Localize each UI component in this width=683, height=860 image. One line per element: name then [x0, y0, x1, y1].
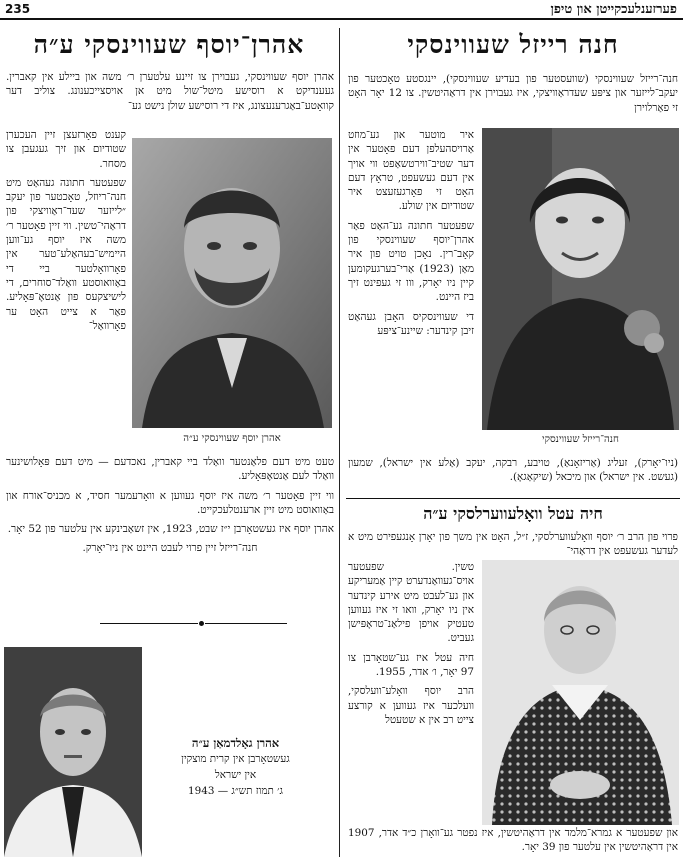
ornament-rule-left — [100, 623, 198, 624]
right-intro-paragraph: חנה־רייזל שעווינסקי (שוועסטער פון בעדיע שעווינסקי), יינגסטע טאָכטער פון יעקב־לייזער און ציפּע שעדראַוויצקי, איז געבוירן אין דראַהיטשין. צו 12 יאָר האָט זי פאַרלוירן — [348, 73, 678, 114]
right-article-children — [348, 456, 678, 490]
portrait-goldman-image — [4, 647, 142, 857]
children-paragraph: (ניו־יאָרק), זעליג (אַריזאָנאַ), טויבע, רבקה, יעקב (אַלע אין ישראל), שמעון (געשט. אין ישראל) און מיכאל (שיקאַגאָ). — [348, 457, 678, 484]
column-divider — [339, 28, 340, 857]
section-rule — [346, 498, 680, 499]
right-article-column — [348, 128, 474, 343]
memorial-line: געשטאָרבן אין קרית מוצקין — [181, 753, 290, 765]
right-column-paragraph: איר מוטער און גע־מוזט אַרויסהעלפן דעם פאָטער אין דער שטיב־ווירטשאַפט ווי אויך אין דעם געשעפט, טראָץ דעם האָט זי פאָרגעזעצט איר שטודיום אין שולע. — [348, 129, 474, 213]
left-column-paragraph: קענט פאָרזעצן זיין העכערן שטודיום און זיך געגעבן צו מסחר. — [6, 129, 126, 170]
left-article-continuation — [6, 455, 334, 561]
lower-column-paragraph: הרב יוסף וואָלע־וועלסקי, וועלכער איז געווען א קורצע צייט רב אין א שטעטל — [348, 685, 474, 726]
lower-portrait-photo — [482, 560, 679, 825]
lower-intro-paragraph: פרוי פון הרב ר׳ יוסף וואָלעווערלסקי, ז״ל, האָט אין משך פון יאָרן אָנגעפירט מיט א לעדער געשעפט אין דראַהי־ — [348, 531, 678, 558]
portrait-elderly-woman-image — [482, 560, 679, 825]
ornament-dot — [199, 621, 204, 626]
ornament-rule-right — [205, 623, 287, 624]
right-portrait-photo — [482, 128, 679, 430]
right-article-title: חנה רייזל שעווינסקי — [407, 30, 619, 59]
right-column-paragraph: די שעווינסקיס האָבן געהאַט זיבן קינדער: שיינע־ציפּע — [348, 310, 474, 337]
lower-article-intro — [348, 530, 678, 564]
memorial-portrait-photo — [4, 647, 142, 857]
memorial-line: אין ישראל — [214, 769, 257, 781]
header-rule — [0, 18, 683, 20]
left-article-title: אהרן־יוסף שעווינסקי ע״ה — [33, 30, 305, 59]
right-photo-caption: חנה־רייזל שעווינסקי — [542, 434, 619, 445]
portrait-man-image — [132, 138, 332, 428]
memorial-date: ג׳ תמוז תש״ג — 1943 — [187, 785, 283, 797]
left-cont-paragraph: אהרן יוסף איז געשטאָרבן י״ז שבט, 1923, אין זשאַבינקע אין עלטער פון 52 יאָר. — [7, 523, 334, 536]
left-portrait-photo — [132, 138, 332, 428]
running-title: פערזענלעכקייטן און טיפן — [550, 2, 677, 17]
left-column-paragraph: שפעטער חתונה געהאַט מיט חנה־ריוזל, טאָכטער פון יעקב ״לייזער שעד־ראַוויצקי פון דראַהי־טשין. ווי זיין פאָטער ר׳ משה איז יוסף גע־ווען היימיש־בעהאַלע־טער אין פאָרוואָלטער ביי די באַוואוסטע וואַלד־סוחרים, די לישיצקעס פון אַנטאָ־פּאָליע. פאַר א צייט האָט ער פאָרוואַל־ — [5, 176, 126, 332]
left-intro-paragraph: אהרן יוסף שעווינסקי, געבוירן צו זיינע עלטערן ר׳ משה און ביילע אין קאברין. געענדיקט א רוסישע מיטל־שול מיט אן אויסצייכענונג. צוליב דער קוואָטע־באַגרענעצונג, איז די רוסישע שולן נישט גע־ — [6, 71, 334, 112]
lower-article-title: חיה עטל וואָלעווערלסקי ע״ה — [423, 504, 603, 523]
right-column-paragraph: שפעטער חתונה גע־האַט פאַר אהרן־יוסף שעווינסקי פון קאָב־רין. נאָכן טויט פון איר מאַן (1923) אַרי־בערגעקומען קיין ניו יאָרק, ווו זי געפינט זיך ביז היינט. — [348, 219, 474, 304]
lower-article-column — [348, 560, 474, 732]
left-cont-paragraph: טעט מיט דעם פלאַנטער וואַלד ביי קאברין, נאכדעם — מיט דעם פּאָלושינער וואַלד לעם אַנטאָפּאָליע. — [6, 456, 334, 483]
lower-column-paragraph: טשין. שפעטער אויס־געוואַנדערט קיין אַמעריקע און גע־לעבט מיט אירע קינדער אין ניו יאָרק, וואו זי איז געווען טעטיק אויפן פילאַנ־טראָפּישן געביט. — [348, 561, 474, 645]
left-article-column — [6, 128, 126, 338]
lower-closing-paragraph: און שפעטער א גמרא־מלמד אין דראַהיטשין, איז נפטר גע־וואָרן כ״ד אדר, 1907 אין דראַהיטשין אין עלטער פון 39 יאָר. — [348, 827, 678, 854]
lower-article-closing — [348, 826, 678, 860]
left-cont-paragraph: חנה־רייזל זיין פרוי לעבט היינט אין ניו־יאָרק. — [82, 542, 258, 555]
page-number: 235 — [5, 2, 31, 16]
memorial-name: אהרן גאָלדמאַן ע״ה — [191, 736, 280, 750]
memorial-block — [148, 735, 323, 799]
right-article-intro — [348, 72, 678, 120]
portrait-woman-image — [482, 128, 679, 430]
left-cont-paragraph: ווי זיין פאָטער ר׳ משה איז יוסף געווען א וואָרעמער חסיד, א מכניס־אורח און באַוואוסט מיט זיין ארענטלעכקייט. — [6, 489, 334, 516]
left-article-intro — [6, 70, 334, 118]
lower-column-paragraph: חיה עטל איז גע־שטאָרבן צו 97 יאָר, ו׳ אדר, 1955. — [348, 651, 474, 679]
left-photo-caption: אהרן יוסף שעווינסקי ע״ה — [183, 433, 281, 444]
